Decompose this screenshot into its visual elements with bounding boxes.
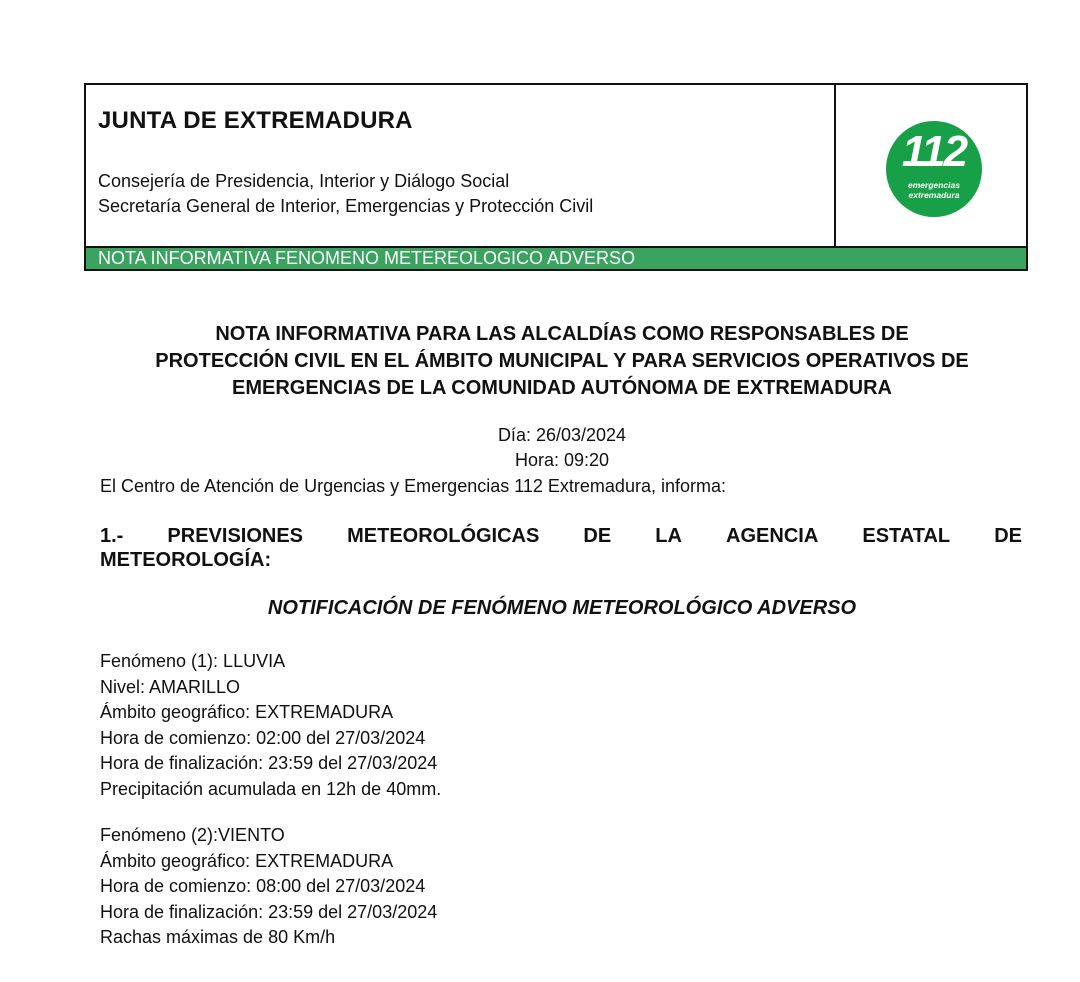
phenomenon-start: Hora de comienzo: 02:00 del 27/03/2024 (100, 727, 426, 748)
phenomenon-area: Ámbito geográfico: EXTREMADURA (100, 850, 394, 871)
title-line: PROTECCIÓN CIVIL EN EL ÁMBITO MUNICIPAL Y PARA SERVICIOS OPERATIVOS DE (155, 350, 969, 372)
phenomenon-start: Hora de comienzo: 08:00 del 27/03/2024 (100, 876, 426, 896)
heading-word: AGENCIA (726, 525, 819, 547)
intro-text: El Centro de Atención de Urgencias y Emergencias 112 Extremadura, informa: (100, 476, 726, 496)
time-line: Hora: 09:20 (514, 450, 610, 470)
section-heading-line-1 (100, 524, 1022, 548)
phenomenon-type: Fenómeno (2):VIENTO (100, 825, 285, 845)
heading-word: 1.- (100, 525, 124, 547)
header-green-bar: NOTA INFORMATIVA FENOMENO METEREOLOGICO ADVERSO (86, 246, 1026, 269)
phenomenon-level: Nivel: AMARILLO (100, 676, 241, 697)
phenomenon-area: Ámbito geográfico: EXTREMADURA (100, 702, 394, 722)
title-line: EMERGENCIAS DE LA COMUNIDAD AUTÓNOMA DE EXTREMADURA (232, 377, 892, 399)
department-line: Consejería de Presidencia, Interior y Diálogo Social (98, 171, 510, 191)
heading-word: METEOROLÓGICAS (347, 525, 540, 547)
header-logo-cell (836, 85, 1026, 246)
heading-word: DE (994, 525, 1022, 547)
section-heading (100, 524, 1022, 572)
logo-number: 112 (901, 127, 967, 176)
phenomenon-block-wind (100, 823, 437, 951)
heading-word: PREVISIONES (167, 525, 304, 547)
title-line: NOTA INFORMATIVA PARA LAS ALCALDÍAS COMO RESPONSABLES DE (215, 323, 909, 345)
heading-word: LA (655, 525, 682, 547)
phenomenon-detail: Precipitación acumulada en 12h de 40mm. (100, 778, 442, 799)
phenomenon-end: Hora de finalización: 23:59 del 27/03/2024 (100, 753, 438, 773)
phenomenon-type: Fenómeno (1): LLUVIA (100, 651, 286, 671)
header-info-cell (86, 85, 836, 246)
phenomenon-detail: Rachas máximas de 80 Km/h (100, 927, 336, 947)
main-title (90, 321, 1034, 402)
secretariat-line: Secretaría General de Interior, Emergencias y Protección Civil (98, 196, 594, 216)
heading-word: ESTATAL (862, 525, 951, 547)
phenomenon-block-rain (100, 649, 441, 802)
heading-word: DE (583, 525, 612, 547)
date-line: Día: 26/03/2024 (497, 425, 627, 445)
section-heading-line-2: METEOROLOGÍA: (100, 549, 272, 571)
organization-name: JUNTA DE EXTREMADURA (98, 107, 413, 134)
logo-subtitle-1: emergencias (908, 180, 960, 190)
notification-title: NOTIFICACIÓN DE FENÓMENO METEOROLÓGICO ADVERSO (267, 597, 857, 619)
logo-subtitle-2: extremadura (908, 190, 960, 200)
emergency-112-logo (886, 121, 982, 217)
phenomenon-end: Hora de finalización: 23:59 del 27/03/2024 (100, 901, 438, 922)
document-header (84, 83, 1028, 271)
